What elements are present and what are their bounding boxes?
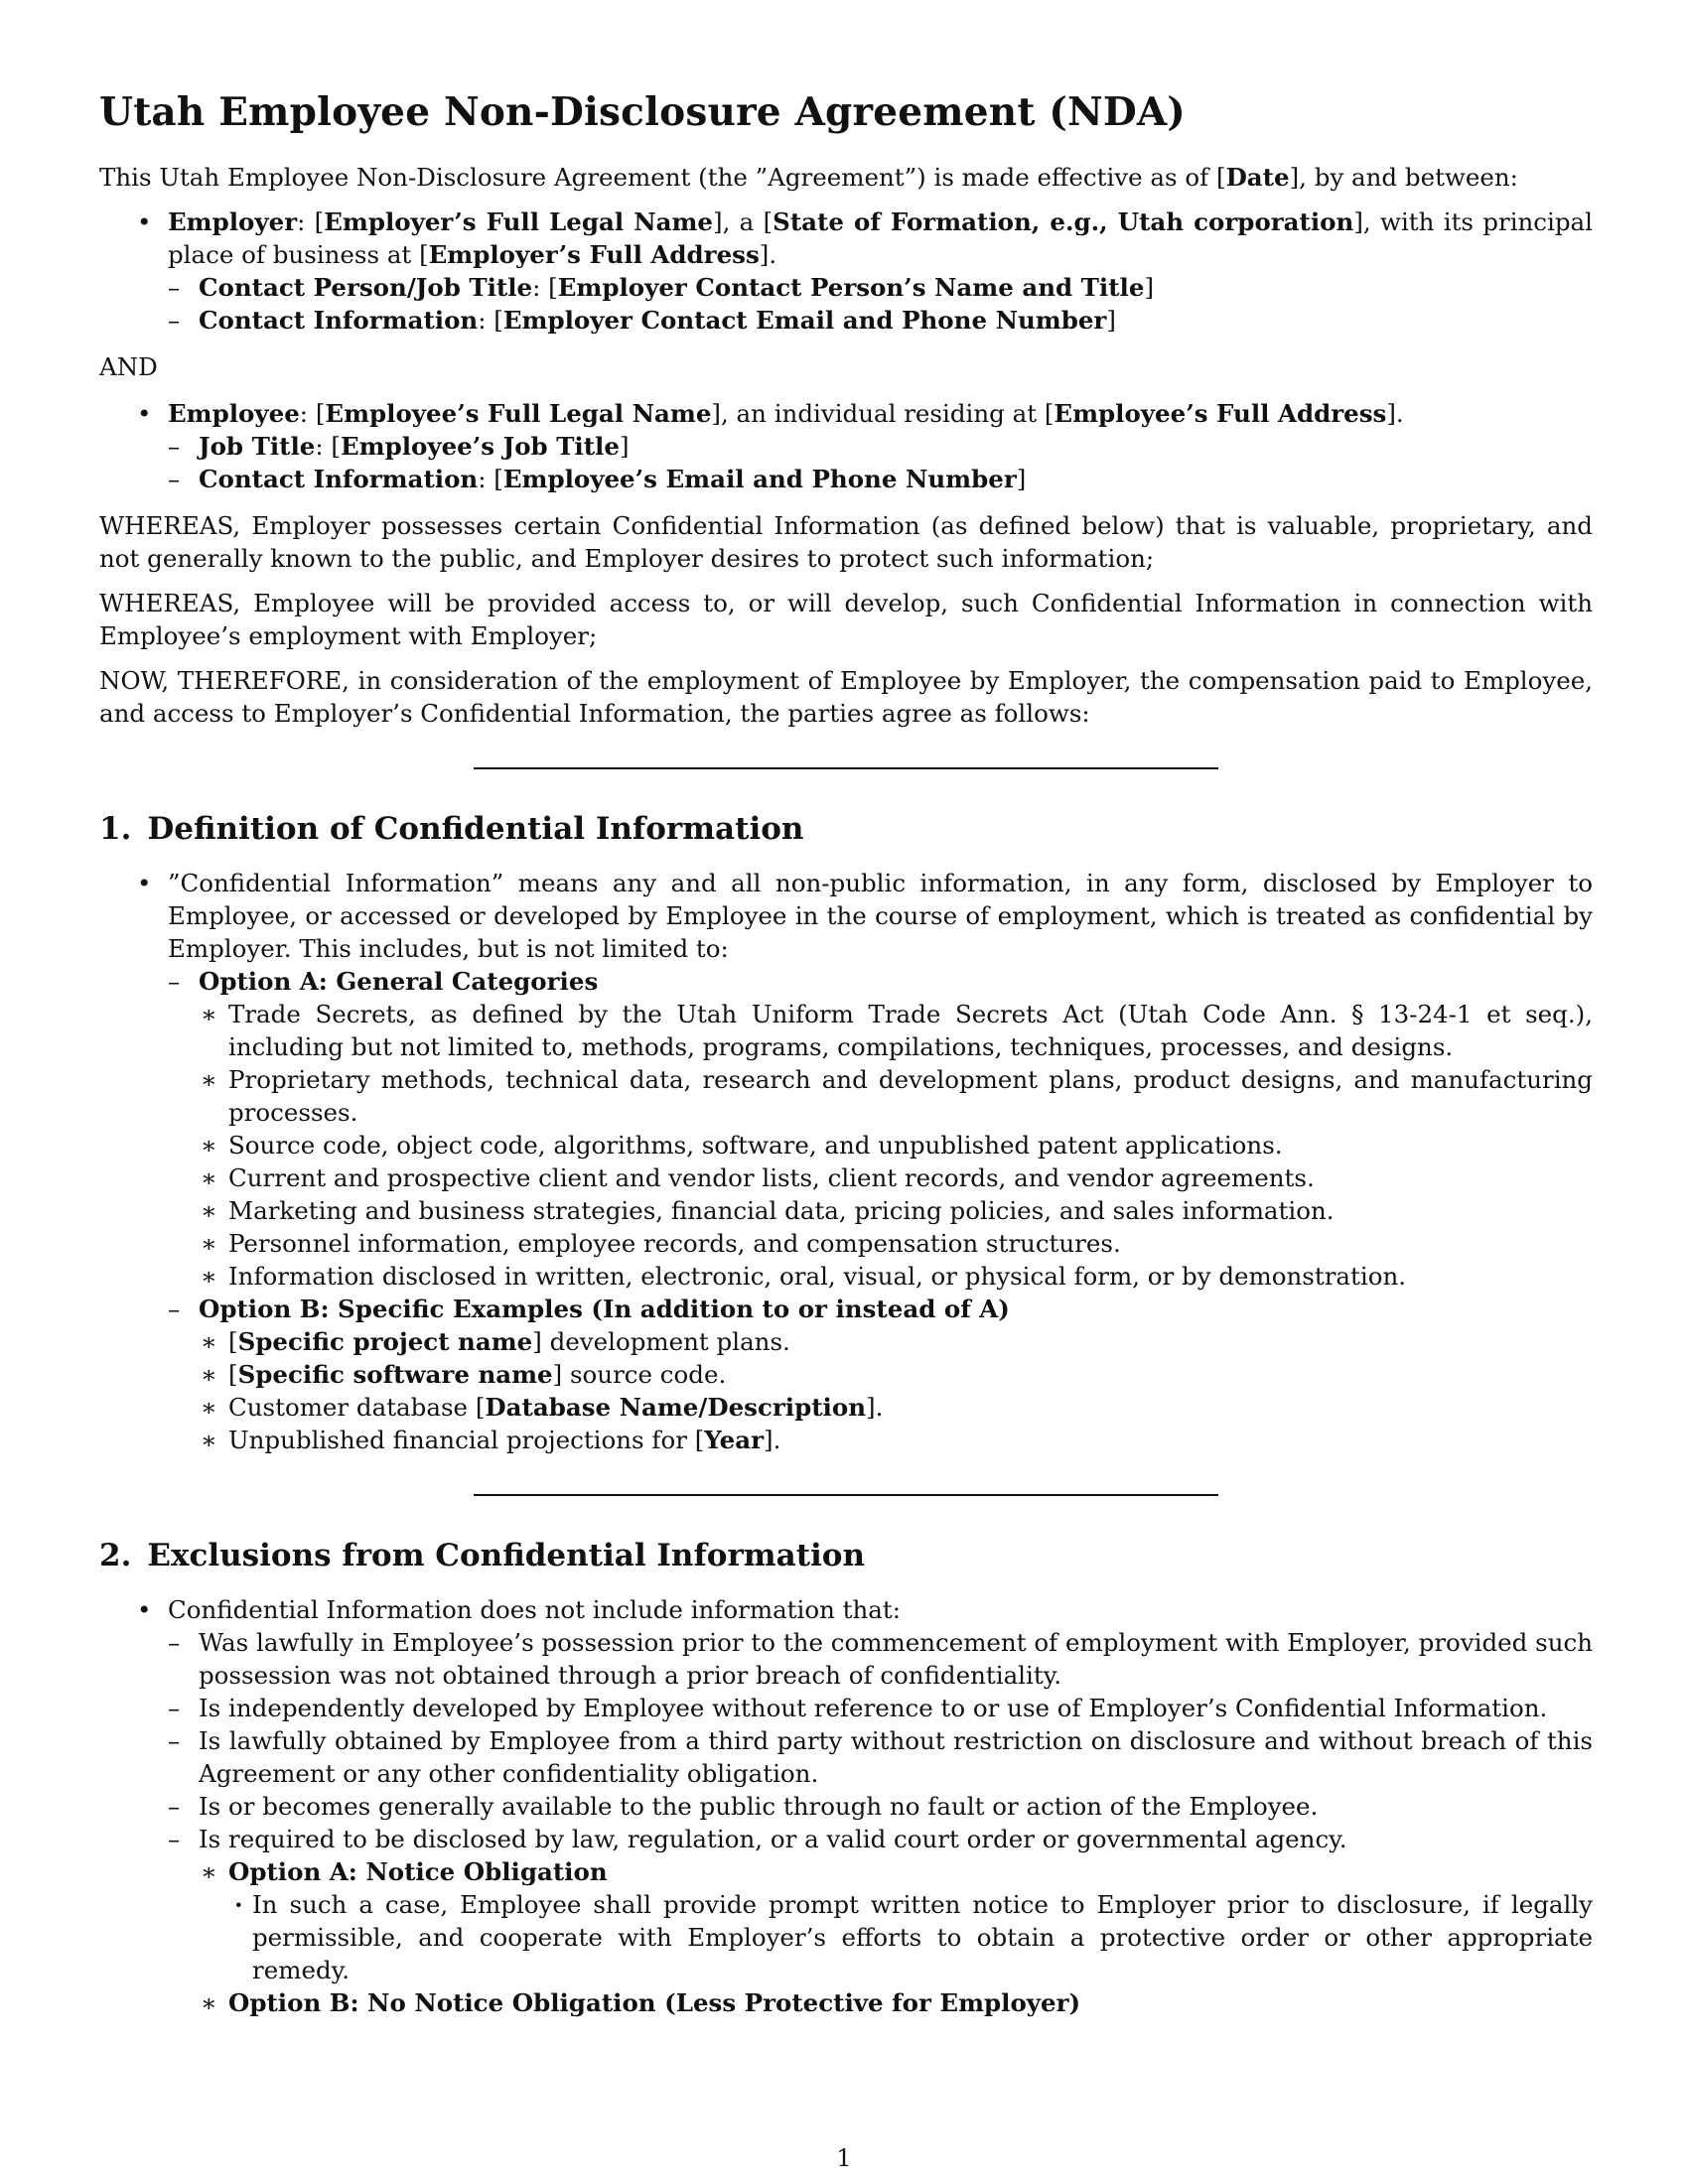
section-2-option-a: ∗ Option A: Notice Obligation · In such a case, Employee shall provide prompt written notice to Employer prior to disclosure, if legally permissible, and cooperate with Employer’s efforts to obtain a protective order or other appropriate remedy. bbox=[199, 1855, 1593, 1986]
section-1-list bbox=[99, 867, 1593, 1456]
employee-contact-list bbox=[168, 430, 1593, 495]
list-item: ∗ [Specific software name] source code. bbox=[199, 1358, 1593, 1391]
list-item: – Is required to be disclosed by law, regulation, or a valid court order or governmental agency. ∗ Option A: Notice Obligation · In such a case, Employee shall provide prompt written notice to Employer prior to disclosure, if legally permissible, and cooperate with Employer’s efforts to obtain a protective order or other appropriate remedy. ∗ Option B: No Notice Obligation (Less Protective for Employer) bbox=[168, 1823, 1593, 2019]
list-item: ∗ Proprietary methods, technical data, research and development plans, product designs, and manufacturing processes. bbox=[199, 1063, 1593, 1129]
employer-contact-person: – Contact Person/Job Title: [Employer Contact Person’s Name and Title] bbox=[168, 271, 1593, 304]
section-2-option-b: ∗ Option B: No Notice Obligation (Less Protective for Employer) bbox=[199, 1986, 1593, 2019]
and-separator: AND bbox=[99, 352, 158, 381]
document-title: Utah Employee Non-Disclosure Agreement (NDA) bbox=[99, 89, 1186, 135]
employee-item: • Employee: [Employee’s Full Legal Name], an individual residing at [Employee’s Full Address]. – Job Title: [Employee’s Job Title] – Contact Information: [Employee’s Email and Phone Number] bbox=[99, 397, 1593, 495]
employer-contact-list bbox=[168, 271, 1593, 337]
list-item: ∗ Information disclosed in written, electronic, oral, visual, or physical form, or by demonstration. bbox=[199, 1260, 1593, 1293]
whereas-paragraph-2: WHEREAS, Employee will be provided access to, or will develop, such Confidential Information in connection with Employee’s employment with Employer; bbox=[99, 589, 1593, 650]
section-divider bbox=[474, 767, 1218, 769]
option-b-items bbox=[199, 1325, 1593, 1456]
employer-list bbox=[99, 205, 1593, 337]
section-1-item: • ”Confidential Information” means any and all non-public information, in any form, disclosed by Employer to Employee, or accessed or developed by Employee in the course of employment, which is treated as confidential by Employer. This includes, but is not limited to: – Option A: General Categories ∗ Trade Secrets, as defined by the Utah Uniform Trade Secrets Act (Utah Code Ann. § 13-24-1 et seq.), including but not limited to, methods, programs, compilations, techniques, processes, and designs. ∗ Proprietary methods, technical data, research and development plans, product designs, and manufacturing processes. ∗ Source code, object code, algorithms, software, and unpublished patent applications. ∗ Current and prospective client and vendor lists, client records, and vendor agreements. ∗ Marketing and business strategies, financial data, pricing policies, and sales information. ∗ Personnel information, employee records, and compensation structures. ∗ Information disclosed in written, electronic, oral, visual, or physical form, or by demonstration. – Option B: Specific Examples (In addition to or instead of A) ∗ [Specific project name] development plans. ∗ [Specific software name] source code. ∗ Customer database [Database Name/Description]. ∗ Unpublished financial projections for [Year]. bbox=[99, 867, 1593, 1456]
disclosure-options bbox=[199, 1855, 1593, 2019]
section-2-heading: 2. Exclusions from Confidential Information bbox=[99, 1538, 866, 1573]
section-1-option-b: – Option B: Specific Examples (In addition to or instead of A) ∗ [Specific project name] development plans. ∗ [Specific software name] source code. ∗ Customer database [Database Name/Description]. ∗ Unpublished financial projections for [Year]. bbox=[168, 1293, 1593, 1456]
list-item: – Is lawfully obtained by Employee from a third party without restriction on disclosure and without breach of this Agreement or any other confidentiality obligation. bbox=[168, 1724, 1593, 1790]
option-a-detail bbox=[228, 1888, 1593, 1986]
list-item: – Was lawfully in Employee’s possession prior to the commencement of employment with Employer, provided such possession was not obtained through a prior breach of confidentiality. bbox=[168, 1626, 1593, 1692]
option-a-items bbox=[199, 998, 1593, 1293]
whereas-paragraph-1: WHEREAS, Employer possesses certain Confidential Information (as defined below) that is valuable, proprietary, and not generally known to the public, and Employer desires to protect such information; bbox=[99, 511, 1593, 573]
exclusions-list bbox=[168, 1626, 1593, 2019]
list-item: ∗ Current and prospective client and vendor lists, client records, and vendor agreements. bbox=[199, 1161, 1593, 1194]
section-2-item: • Confidential Information does not include information that: – Was lawfully in Employee’s possession prior to the commencement of employment with Employer, provided such possession was not obtained through a prior breach of confidentiality. – Is independently developed by Employee without reference to or use of Employer’s Confidential Information. – Is lawfully obtained by Employee from a third party without restriction on disclosure and without breach of this Agreement or any other confidentiality obligation. – Is or becomes generally available to the public through no fault or action of the Employee. – Is required to be disclosed by law, regulation, or a valid court order or governmental agency. ∗ Option A: Notice Obligation · In such a case, Employee shall provide prompt written notice to Employer prior to disclosure, if legally permissible, and cooperate with Employer’s efforts to obtain a protective order or other appropriate remedy. ∗ Option B: No Notice Obligation (Less Protective for Employer) bbox=[99, 1593, 1593, 2019]
section-1-options bbox=[168, 965, 1593, 1456]
list-item: ∗ [Specific project name] development plans. bbox=[199, 1325, 1593, 1358]
document-body bbox=[99, 87, 1593, 2033]
employer-item: • Employer: [Employer’s Full Legal Name], a [State of Formation, e.g., Utah corporation], with its principal place of business at [Employer’s Full Address]. – Contact Person/Job Title: [Employer Contact Person’s Name and Title] – Contact Information: [Employer Contact Email and Phone Number] bbox=[99, 205, 1593, 337]
employee-list bbox=[99, 397, 1593, 495]
list-item: · In such a case, Employee shall provide prompt written notice to Employer prior to disclosure, if legally permissible, and cooperate with Employer’s efforts to obtain a protective order or other appropriate remedy. bbox=[228, 1888, 1593, 1986]
employer-contact-info: – Contact Information: [Employer Contact Email and Phone Number] bbox=[168, 304, 1593, 337]
section-divider bbox=[474, 1494, 1218, 1496]
list-item: ∗ Unpublished financial projections for [Year]. bbox=[199, 1424, 1593, 1456]
list-item: ∗ Source code, object code, algorithms, software, and unpublished patent applications. bbox=[199, 1129, 1593, 1161]
page-number: 1 bbox=[836, 2144, 852, 2172]
date-placeholder: Date bbox=[1225, 163, 1290, 192]
section-1-heading: 1. Definition of Confidential Information bbox=[99, 811, 804, 847]
list-item: ∗ Marketing and business strategies, financial data, pricing policies, and sales information. bbox=[199, 1194, 1593, 1227]
list-item: ∗ Trade Secrets, as defined by the Utah Uniform Trade Secrets Act (Utah Code Ann. § 13-24-1 et seq.), including but not limited to, methods, programs, compilations, techniques, processes, and designs. bbox=[199, 998, 1593, 1063]
intro-paragraph: This Utah Employee Non-Disclosure Agreement (the ”Agreement”) is made effective as of [Date], by and between: bbox=[99, 163, 1518, 192]
list-item: ∗ Customer database [Database Name/Description]. bbox=[199, 1391, 1593, 1424]
list-item: ∗ Personnel information, employee records, and compensation structures. bbox=[199, 1227, 1593, 1260]
employee-contact-info: – Contact Information: [Employee’s Email and Phone Number] bbox=[168, 463, 1593, 495]
section-2-list bbox=[99, 1593, 1593, 2019]
list-item: – Is or becomes generally available to the public through no fault or action of the Employee. bbox=[168, 1790, 1593, 1823]
now-therefore-paragraph: NOW, THEREFORE, in consideration of the employment of Employee by Employer, the compensation paid to Employee, and access to Employer’s Confidential Information, the parties agree as follows: bbox=[99, 666, 1593, 728]
section-1-option-a: – Option A: General Categories ∗ Trade Secrets, as defined by the Utah Uniform Trade Secrets Act (Utah Code Ann. § 13-24-1 et seq.), including but not limited to, methods, programs, compilations, techniques, processes, and designs. ∗ Proprietary methods, technical data, research and development plans, product designs, and manufacturing processes. ∗ Source code, object code, algorithms, software, and unpublished patent applications. ∗ Current and prospective client and vendor lists, client records, and vendor agreements. ∗ Marketing and business strategies, financial data, pricing policies, and sales information. ∗ Personnel information, employee records, and compensation structures. ∗ Information disclosed in written, electronic, oral, visual, or physical form, or by demonstration. bbox=[168, 965, 1593, 1293]
list-item: – Is independently developed by Employee without reference to or use of Employer’s Confidential Information. bbox=[168, 1692, 1593, 1724]
employee-job-title: – Job Title: [Employee’s Job Title] bbox=[168, 430, 1593, 463]
